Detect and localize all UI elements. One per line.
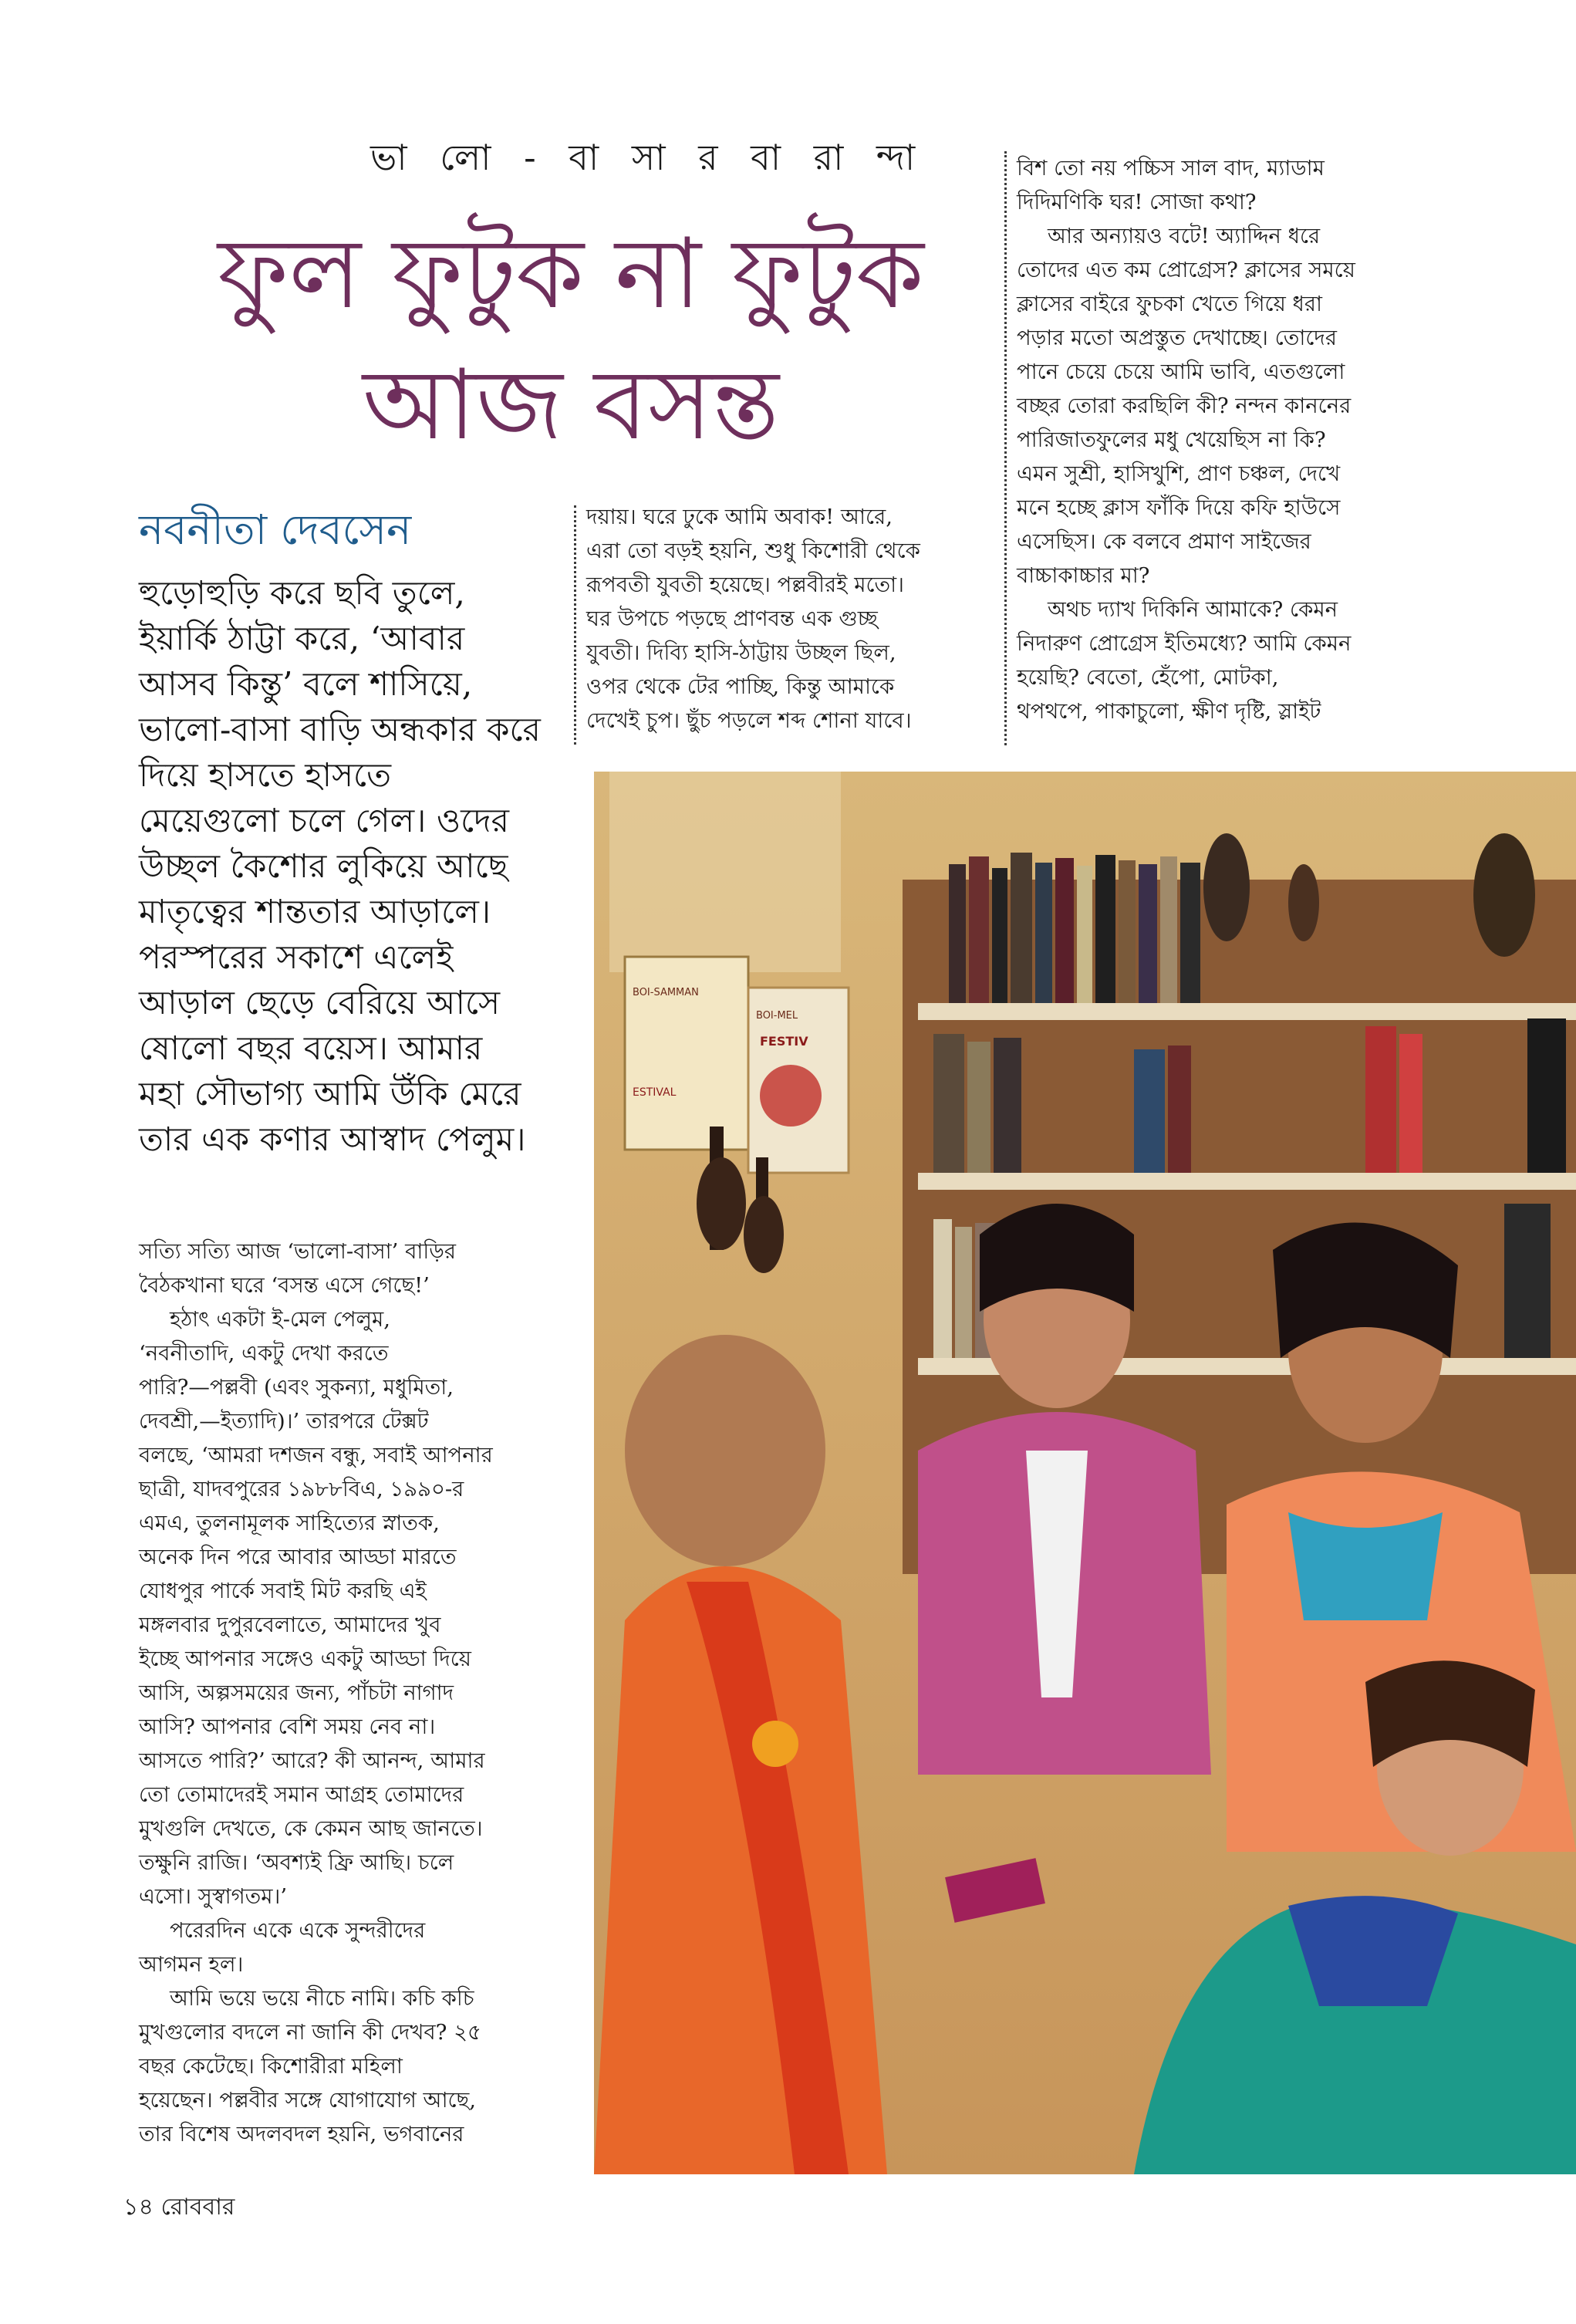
group-photo-illustration — [594, 772, 1576, 2174]
body-line: আসতে পারি?’ আরে? কী আনন্দ, আমার — [139, 1748, 485, 1773]
body-line: বলছে, ‘আমরা দশজন বন্ধু, সবাই আপনার — [139, 1443, 493, 1468]
intro-line: পরস্পরের সকাশে এলেই — [139, 939, 454, 977]
body-line: এমএ, তুলনামূলক সাহিত্যের স্নাতক, — [139, 1511, 440, 1535]
body-line: ছাত্রী, যাদবপুরের ১৯৮৮বিএ, ১৯৯০-র — [139, 1477, 464, 1501]
poster-text: ESTIVAL — [633, 1086, 677, 1099]
intro-line: হুড়োহুড়ি করে ছবি তুলে, — [139, 575, 465, 613]
body-line: এমন সুশ্রী, হাসিখুশি, প্রাণ চঞ্চল, দেখে — [1017, 461, 1341, 486]
body-line: হঠাৎ একটা ই-মেল পেলুম, — [170, 1307, 390, 1332]
body-line: অনেক দিন পরে আবার আড্ডা মারতে — [139, 1545, 457, 1569]
intro-line: তার এক কণার আস্বাদ পেলুম। — [139, 1121, 526, 1159]
body-line: রূপবতী যুবতী হয়েছে। পল্লবীরই মতো। — [586, 573, 904, 597]
body-line: দয়ায়। ঘরে ঢুকে আমি অবাক! আরে, — [586, 505, 893, 529]
body-line: বৈঠকখানা ঘরে ‘বসন্ত এসে গেছে!’ — [139, 1273, 430, 1298]
intro-paragraph — [139, 571, 571, 1163]
body-line: বছর কেটেছে। কিশোরীরা মহিলা — [139, 2054, 403, 2079]
body-line: অথচ দ্যাখ দিকিনি আমাকে? কেমন — [1048, 597, 1338, 622]
body-line: ঘর উপচে পড়ছে প্রাণবন্ত এক গুচ্ছ — [586, 606, 878, 631]
headline — [185, 208, 957, 471]
body-line: ‘নবনীতাদি, একটু দেখা করতে — [139, 1341, 389, 1366]
section-kicker: ভা লো - বা সা র বা রা ন্দা — [370, 137, 926, 178]
column-divider — [1004, 151, 1007, 745]
body-line: আসি, অল্পসময়ের জন্য, পাঁচটা নাগাদ — [139, 1681, 454, 1705]
body-line: তক্ষুনি রাজি। ‘অবশ্যই ফ্রি আছি। চলে — [139, 1850, 454, 1875]
body-line: এসো। সুস্বাগতম।’ — [139, 1884, 288, 1909]
body-line: এসেছিস। কে বলবে প্রমাণ সাইজের — [1017, 529, 1311, 554]
body-line: তার বিশেষ অদলবদল হয়নি, ভগবানের — [139, 2122, 464, 2147]
body-column-c — [1017, 151, 1449, 728]
body-line: দিদিমণিকি ঘর! সোজা কথা? — [1017, 190, 1257, 214]
body-line: বচ্ছর তোরা করছিলি কী? নন্দন কাননের — [1017, 394, 1352, 418]
column-divider — [574, 505, 576, 745]
body-line: তোদের এত কম প্রোগ্রেস? ক্লাসের সময়ে — [1017, 258, 1355, 282]
body-line: আমি ভয়ে ভয়ে নীচে নামি। কচি কচি — [170, 1986, 474, 2011]
body-line: হয়েছি? বেতো, হেঁপো, মোটকা, — [1017, 665, 1279, 690]
body-line: ওপর থেকে টের পাচ্ছি, কিন্তু আমাকে — [586, 674, 895, 699]
shelf-board — [918, 1003, 1576, 1020]
window-light — [609, 772, 841, 972]
intro-line: মেয়েগুলো চলে গেল। ওদের — [139, 802, 509, 840]
body-line: আর অন্যায়ও বটে! অ্যাদ্দিন ধরে — [1048, 224, 1321, 248]
body-column-a — [139, 1235, 571, 2151]
body-line: মুখগুলি দেখতে, কে কেমন আছ জানতে। — [139, 1816, 483, 1841]
body-line: থপথপে, পাকাচুলো, ক্ষীণ দৃষ্টি, স্লাইট — [1017, 699, 1321, 724]
page-folio: ১৪ রোববার — [123, 2194, 235, 2221]
intro-line: আড়াল ছেড়ে বেরিয়ে আসে — [139, 985, 501, 1022]
headline-line-2: আজ বসন্ত — [363, 348, 779, 461]
body-line: বিশ তো নয় পচ্চিস সাল বাদ, ম্যাডাম — [1017, 156, 1325, 181]
body-line: সত্যি সত্যি আজ ‘ভালো-বাসা’ বাড়ির — [139, 1239, 457, 1264]
body-line: পারি?—পল্লবী (এবং সুকন্যা, মধুমিতা, — [139, 1375, 454, 1400]
body-line: পরেরদিন একে একে সুন্দরীদের — [170, 1918, 426, 1943]
body-line: ক্লাসের বাইরে ফুচকা খেতে গিয়ে ধরা — [1017, 292, 1323, 316]
body-line: নিদারুণ প্রোগ্রেস ইতিমধ্যে? আমি কেমন — [1017, 631, 1352, 656]
body-line: পানে চেয়ে চেয়ে আমি ভাবি, এতগুলো — [1017, 360, 1345, 384]
body-line: দেবশ্রী,—ইত্যাদি)।’ তারপরে টেক্সট — [139, 1409, 429, 1434]
intro-line: ষোলো বছর বয়েস। আমার — [139, 1030, 483, 1068]
headline-line-1: ফুল ফুটুক না ফুটুক — [218, 217, 924, 330]
body-line: মুখগুলোর বদলে না জানি কী দেখব? ২৫ — [139, 2020, 481, 2045]
body-line: যোধপুর পার্কে সবাই মিট করছি এই — [139, 1579, 427, 1603]
body-line: এরা তো বড়ই হয়নি, শুধু কিশোরী থেকে — [586, 539, 920, 563]
body-line: পড়ার মতো অপ্রস্তুত দেখাচ্ছে। তোদের — [1017, 326, 1337, 350]
intro-line: মহা সৌভাগ্য আমি উঁকি মেরে — [139, 1076, 521, 1113]
intro-line: ইয়ার্কি ঠাট্টা করে, ‘আবার — [139, 620, 465, 658]
intro-line: আসব কিন্তু’ বলে শাসিয়ে, — [139, 666, 473, 704]
body-line: আসি? আপনার বেশি সময় নেব না। — [139, 1714, 436, 1739]
body-line: মনে হচ্ছে ক্লাস ফাঁকি দিয়ে কফি হাউসে — [1017, 495, 1341, 520]
group-photo — [594, 772, 1576, 2174]
body-line: হয়েছেন। পল্লবীর সঙ্গে যোগাযোগ আছে, — [139, 2088, 477, 2113]
body-line: দেখেই চুপ। ছুঁচ পড়লে শব্দ শোনা যাবে। — [586, 708, 912, 733]
body-line: মঙ্গলবার দুপুরবেলাতে, আমাদের খুব — [139, 1613, 441, 1637]
body-line: ইচ্ছে আপনার সঙ্গেও একটু আড্ডা দিয়ে — [139, 1647, 471, 1671]
body-line: পারিজাতফুলের মধু খেয়েছিস না কি? — [1017, 427, 1326, 452]
body-column-b — [586, 500, 1003, 738]
intro-line: ভালো-বাসা বাড়ি অন্ধকার করে — [139, 711, 541, 749]
intro-line: দিয়ে হাসতে হাসতে — [139, 757, 392, 795]
body-line: যুবতী। দিব্যি হাসি-ঠাট্টায় উচ্ছল ছিল, — [586, 640, 896, 665]
poster-text: FESTIV — [760, 1034, 808, 1049]
body-line: বাচ্চাকাচ্চার মা? — [1017, 563, 1150, 588]
body-line: তো তোমাদেরই সমান আগ্রহ তোমাদের — [139, 1782, 464, 1807]
intro-line: উচ্ছল কৈশোর লুকিয়ে আছে — [139, 848, 508, 886]
shelf-board — [918, 1173, 1576, 1190]
intro-line: মাতৃত্বের শান্ততার আড়ালে। — [139, 893, 491, 931]
festival-poster — [625, 957, 849, 1173]
body-line: আগমন হল। — [139, 1952, 244, 1977]
author-byline: নবনীতা দেবসেন — [139, 505, 412, 554]
poster-text: BOI-MEL — [756, 1010, 798, 1022]
poster-text: BOI-SAMMAN — [633, 987, 699, 998]
